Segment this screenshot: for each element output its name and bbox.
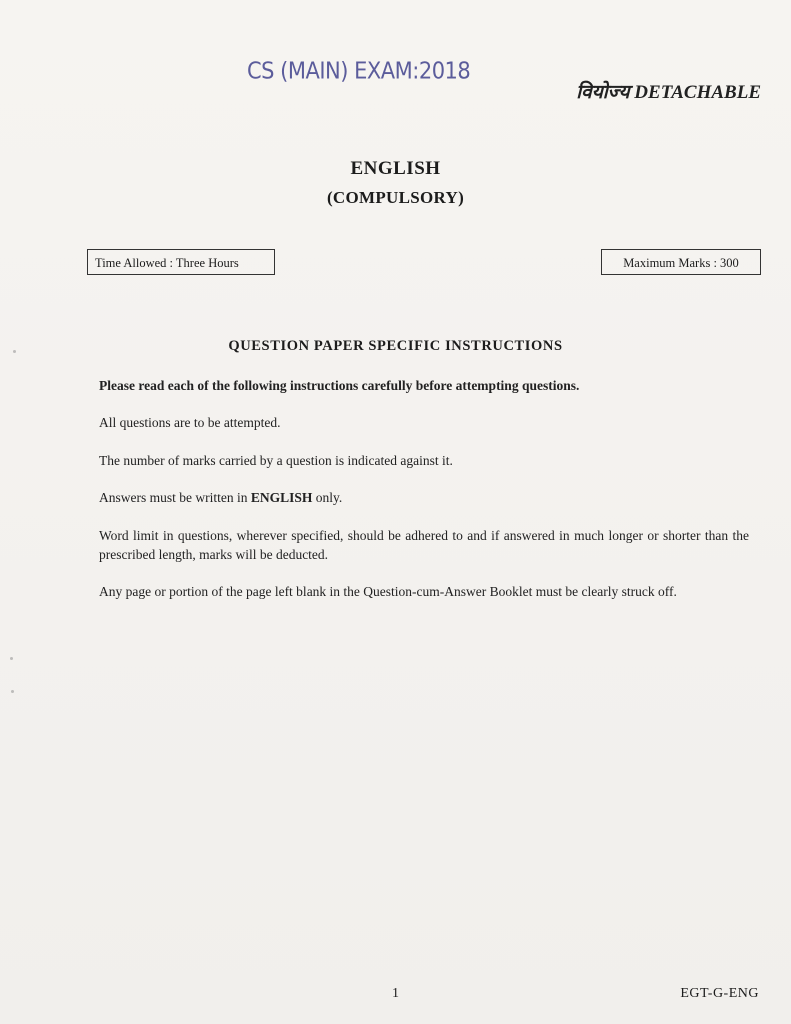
answer-language: ENGLISH [250,490,313,505]
instruction-item: All questions are to be attempted. [99,415,281,430]
scan-speck [13,350,16,353]
paper-code: EGT-G-ENG [680,986,759,1001]
scan-speck [11,690,14,693]
subject-title: ENGLISH [350,158,441,179]
subject-qualifier: (COMPULSORY) [326,188,465,207]
instructions-heading: QUESTION PAPER SPECIFIC INSTRUCTIONS [228,338,563,354]
page-number: 1 [392,986,399,1001]
exam-stamp: CS (MAIN) EXAM:2018 [247,58,471,84]
scan-speck [10,657,13,660]
instruction-item-language [99,488,749,507]
instruction-suffix: only. [312,490,343,505]
instruction-item: Word limit in questions, wherever specified, should be adhered to and if answered in much longer or shorter than the prescribed length, marks will be deducted. [99,528,749,562]
instructions-lead: Please read each of the following instructions carefully before attempting questions. [99,378,580,393]
instruction-item: The number of marks carried by a question is indicated against it. [99,453,453,468]
time-allowed-box: Time Allowed : Three Hours [87,249,275,275]
detachable-label: वियोज्य DETACHABLE [576,82,761,103]
instruction-item: Any page or portion of the page left blank in the Question-cum-Answer Booklet must be clearly struck off. [99,584,677,599]
instruction-text: Answers must be written in [99,490,251,505]
maximum-marks-box: Maximum Marks : 300 [601,249,761,275]
